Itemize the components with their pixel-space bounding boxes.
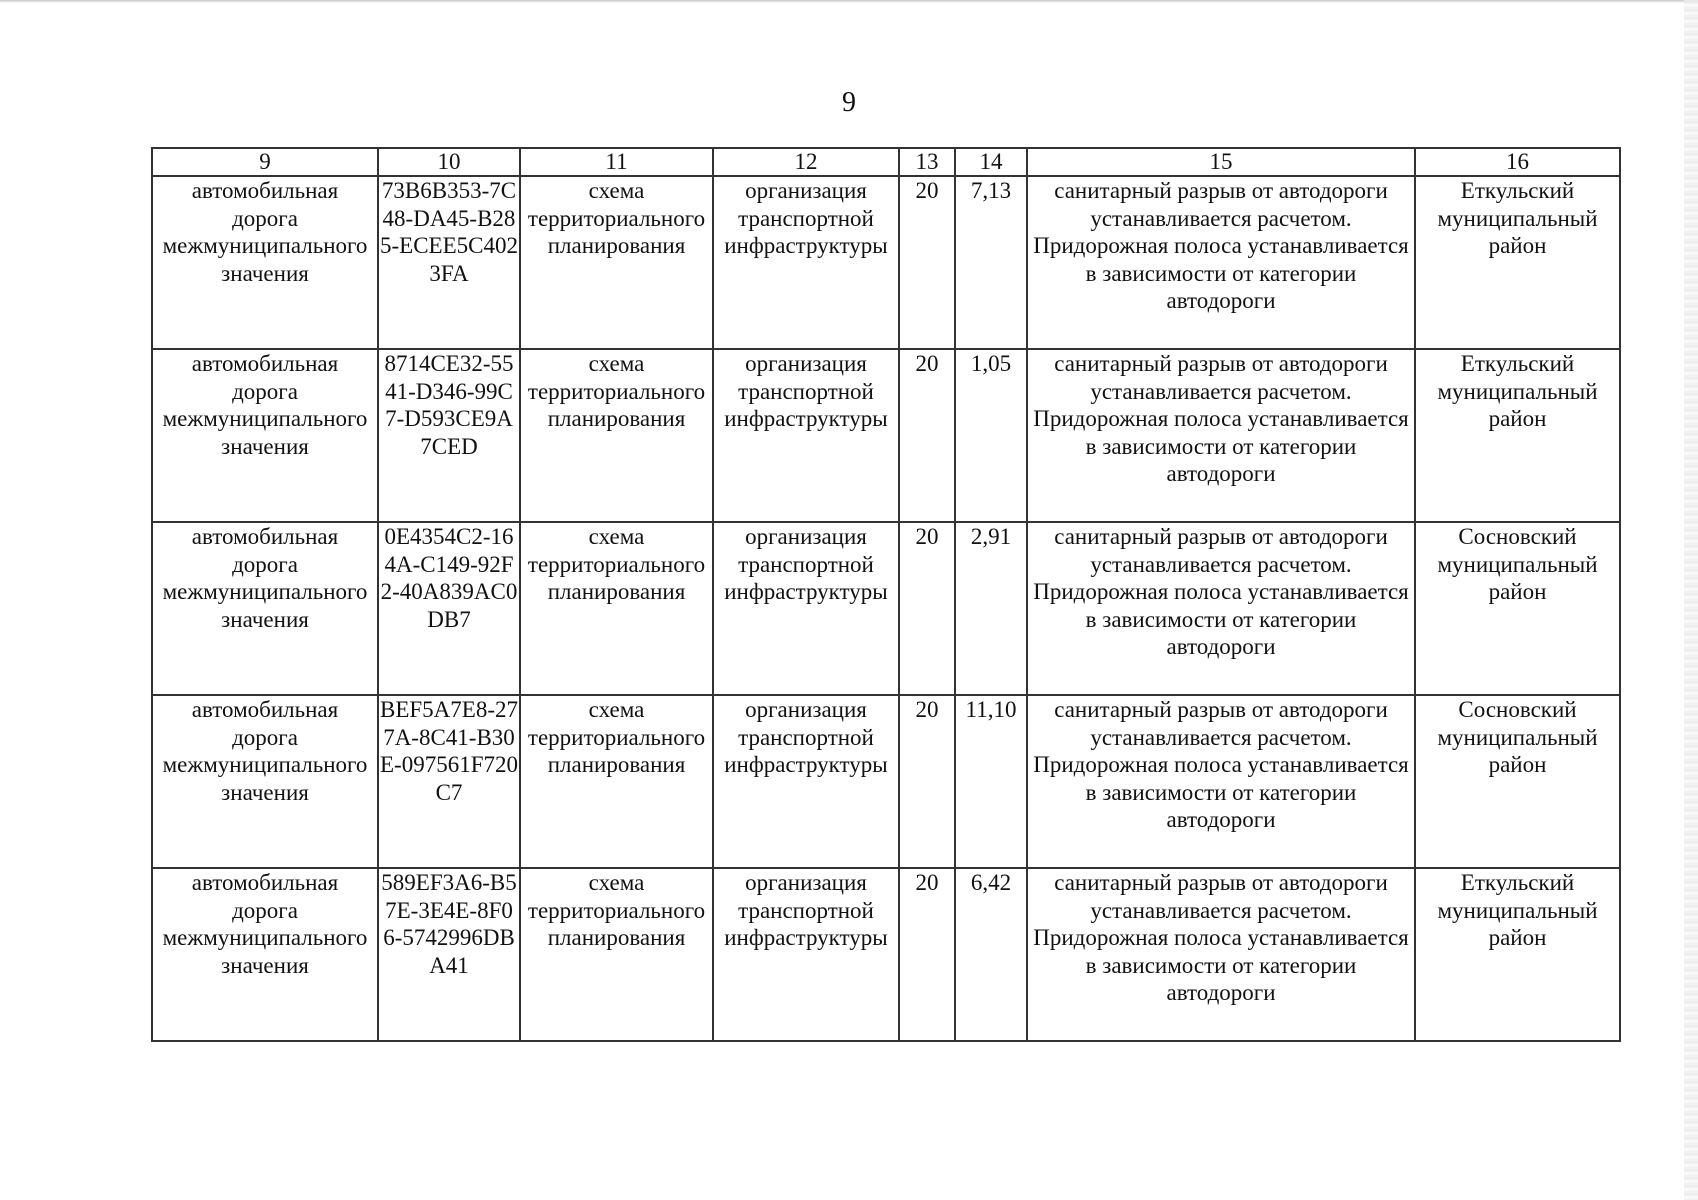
col13-cell: 20 (899, 695, 955, 868)
table-row (152, 868, 1620, 1041)
col14-cell: 2,91 (955, 522, 1027, 695)
col13-cell: 20 (899, 522, 955, 695)
col13-cell: 20 (899, 349, 955, 522)
col14-cell: 6,42 (955, 868, 1027, 1041)
code-cell: 73B6B353-7C48-DA45-B285-ECEE5C4023FA (378, 176, 520, 349)
col13-cell: 20 (899, 868, 955, 1041)
column-header: 15 (1027, 148, 1415, 176)
code-cell: 8714CE32-5541-D346-99C7-D593CE9A7CED (378, 349, 520, 522)
column-header: 12 (713, 148, 899, 176)
scan-top-edge (0, 0, 1698, 3)
purpose-cell: организация транспортной инфраструктуры (713, 176, 899, 349)
column-header: 13 (899, 148, 955, 176)
column-header: 10 (378, 148, 520, 176)
purpose-cell: организация транспортной инфраструктуры (713, 522, 899, 695)
district-cell: Сосновский муниципальный район (1415, 522, 1620, 695)
table-row (152, 695, 1620, 868)
purpose-cell: организация транспортной инфраструктуры (713, 695, 899, 868)
column-header: 9 (152, 148, 378, 176)
zone-cell: санитарный разрыв от автодороги устанавливается расчетом. Придорожная полоса устанавливается в зависимости от категории автодороги (1027, 868, 1415, 1041)
col14-cell: 11,10 (955, 695, 1027, 868)
scan-right-edge (1684, 0, 1698, 1200)
object-cell: автомобильная дорога межмуниципального значения (152, 349, 378, 522)
table-row (152, 349, 1620, 522)
code-cell: 589EF3A6-B57E-3E4E-8F06-5742996DBA41 (378, 868, 520, 1041)
code-cell: BEF5A7E8-277A-8C41-B30E-097561F720C7 (378, 695, 520, 868)
purpose-cell: организация транспортной инфраструктуры (713, 349, 899, 522)
document-cell: схема территориального планирования (520, 522, 713, 695)
column-header: 14 (955, 148, 1027, 176)
code-cell: 0E4354C2-164A-C149-92F2-40A839AC0DB7 (378, 522, 520, 695)
object-cell: автомобильная дорога межмуниципального значения (152, 176, 378, 349)
table-body (152, 176, 1620, 1041)
district-cell: Еткульский муниципальный район (1415, 868, 1620, 1041)
purpose-cell: организация транспортной инфраструктуры (713, 868, 899, 1041)
object-cell: автомобильная дорога межмуниципального значения (152, 868, 378, 1041)
district-cell: Сосновский муниципальный район (1415, 695, 1620, 868)
document-cell: схема территориального планирования (520, 349, 713, 522)
table-header (152, 148, 1620, 176)
zone-cell: санитарный разрыв от автодороги устанавливается расчетом. Придорожная полоса устанавливается в зависимости от категории автодороги (1027, 176, 1415, 349)
header-row (152, 148, 1620, 176)
object-cell: автомобильная дорога межмуниципального значения (152, 695, 378, 868)
document-cell: схема территориального планирования (520, 695, 713, 868)
col14-cell: 7,13 (955, 176, 1027, 349)
col13-cell: 20 (899, 176, 955, 349)
col14-cell: 1,05 (955, 349, 1027, 522)
document-cell: схема территориального планирования (520, 176, 713, 349)
column-header: 11 (520, 148, 713, 176)
zone-cell: санитарный разрыв от автодороги устанавливается расчетом. Придорожная полоса устанавливается в зависимости от категории автодороги (1027, 522, 1415, 695)
object-cell: автомобильная дорога межмуниципального значения (152, 522, 378, 695)
page-number: 9 (842, 87, 856, 118)
table-row (152, 522, 1620, 695)
document-cell: схема территориального планирования (520, 868, 713, 1041)
zone-cell: санитарный разрыв от автодороги устанавливается расчетом. Придорожная полоса устанавливается в зависимости от категории автодороги (1027, 349, 1415, 522)
data-table (151, 147, 1621, 1042)
district-cell: Еткульский муниципальный район (1415, 349, 1620, 522)
column-header: 16 (1415, 148, 1620, 176)
district-cell: Еткульский муниципальный район (1415, 176, 1620, 349)
table-row (152, 176, 1620, 349)
zone-cell: санитарный разрыв от автодороги устанавливается расчетом. Придорожная полоса устанавливается в зависимости от категории автодороги (1027, 695, 1415, 868)
